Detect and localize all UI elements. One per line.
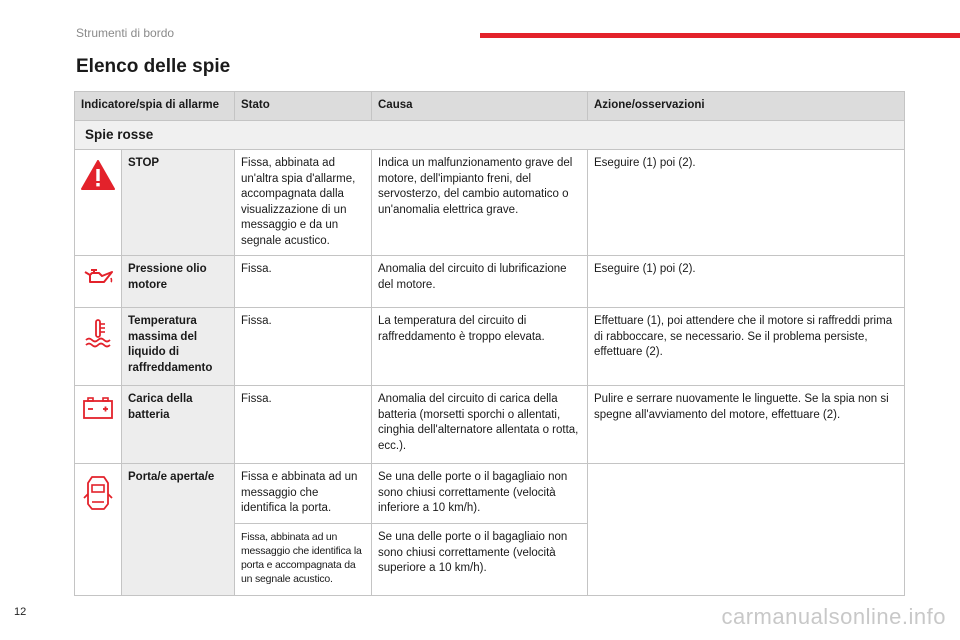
cause-cell: Anomalia del circuito di carica della batteria (morsetti sporchi o allentati, cinghia dell'alternatore allentata o rotta, ecc.). <box>372 386 588 464</box>
indicator-name: STOP <box>122 150 235 256</box>
door-open-icon <box>83 474 113 512</box>
icon-cell <box>75 150 122 256</box>
oil-can-icon <box>81 266 115 288</box>
action-cell: Eseguire (1) poi (2). <box>588 256 905 308</box>
state-cell: Fissa. <box>235 256 372 308</box>
action-cell: Effettuare (1), poi attendere che il motore si raffreddi prima di rabboccare, se necessario. Se il problema persiste, effettuare (2). <box>588 308 905 386</box>
table-row <box>75 464 905 524</box>
icon-cell <box>75 308 122 386</box>
cause-cell: Indica un malfunzionamento grave del motore, dell'impianto freni, del servosterzo, del cambio automatico o un'anomalia elettrica grave. <box>372 150 588 256</box>
coolant-temperature-icon <box>83 318 113 348</box>
state-cell: Fissa. <box>235 308 372 386</box>
indicator-name: Temperatura massima del liquido di raffreddamento <box>122 308 235 386</box>
table-row <box>75 308 905 386</box>
indicator-name: Pressione olio motore <box>122 256 235 308</box>
table-row <box>75 256 905 308</box>
cause-cell: Se una delle porte o il bagagliaio non sono chiusi correttamente (velocità superiore a 10 km/h). <box>372 524 588 596</box>
red-warning-triangle-icon <box>81 160 115 190</box>
cause-cell: La temperatura del circuito di raffreddamento è troppo elevata. <box>372 308 588 386</box>
table-row <box>75 150 905 256</box>
section-row <box>75 121 905 150</box>
accent-bar <box>480 33 960 38</box>
indicator-name: Porta/e aperta/e <box>122 464 235 596</box>
column-header-cause: Causa <box>372 92 588 121</box>
icon-cell <box>75 464 122 596</box>
column-header-action: Azione/osservazioni <box>588 92 905 121</box>
page-title: Elenco delle spie <box>76 56 231 77</box>
column-header-state: Stato <box>235 92 372 121</box>
battery-icon <box>82 396 114 420</box>
watermark: carmanualsonline.info <box>721 604 946 629</box>
state-cell: Fissa e abbinata ad un messaggio che identifica la porta. <box>235 464 372 524</box>
section-title: Spie rosse <box>75 121 905 150</box>
cause-cell: Se una delle porte o il bagagliaio non sono chiusi correttamente (velocità inferiore a 10 km/h). <box>372 464 588 524</box>
state-cell: Fissa, abbinata ad un messaggio che identifica la porta e accompagnata da un segnale acustico. <box>235 524 372 596</box>
action-cell: Pulire e serrare nuovamente le linguette. Se la spia non si spegne all'avviamento del motore, effettuare (2). <box>588 386 905 464</box>
table-header-row <box>75 92 905 121</box>
action-cell <box>588 464 905 596</box>
running-head: Strumenti di bordo <box>76 26 175 40</box>
column-header-indicator: Indicatore/spia di allarme <box>75 92 235 121</box>
table-row <box>75 386 905 464</box>
indicator-name: Carica della batteria <box>122 386 235 464</box>
state-cell: Fissa. <box>235 386 372 464</box>
cause-cell: Anomalia del circuito di lubrificazione del motore. <box>372 256 588 308</box>
action-cell: Eseguire (1) poi (2). <box>588 150 905 256</box>
state-cell: Fissa, abbinata ad un'altra spia d'allarme, accompagnata dalla visualizzazione di un messaggio e da un segnale acustico. <box>235 150 372 256</box>
icon-cell <box>75 386 122 464</box>
warning-lights-table <box>74 91 905 596</box>
icon-cell <box>75 256 122 308</box>
page-number: 12 <box>14 606 27 618</box>
